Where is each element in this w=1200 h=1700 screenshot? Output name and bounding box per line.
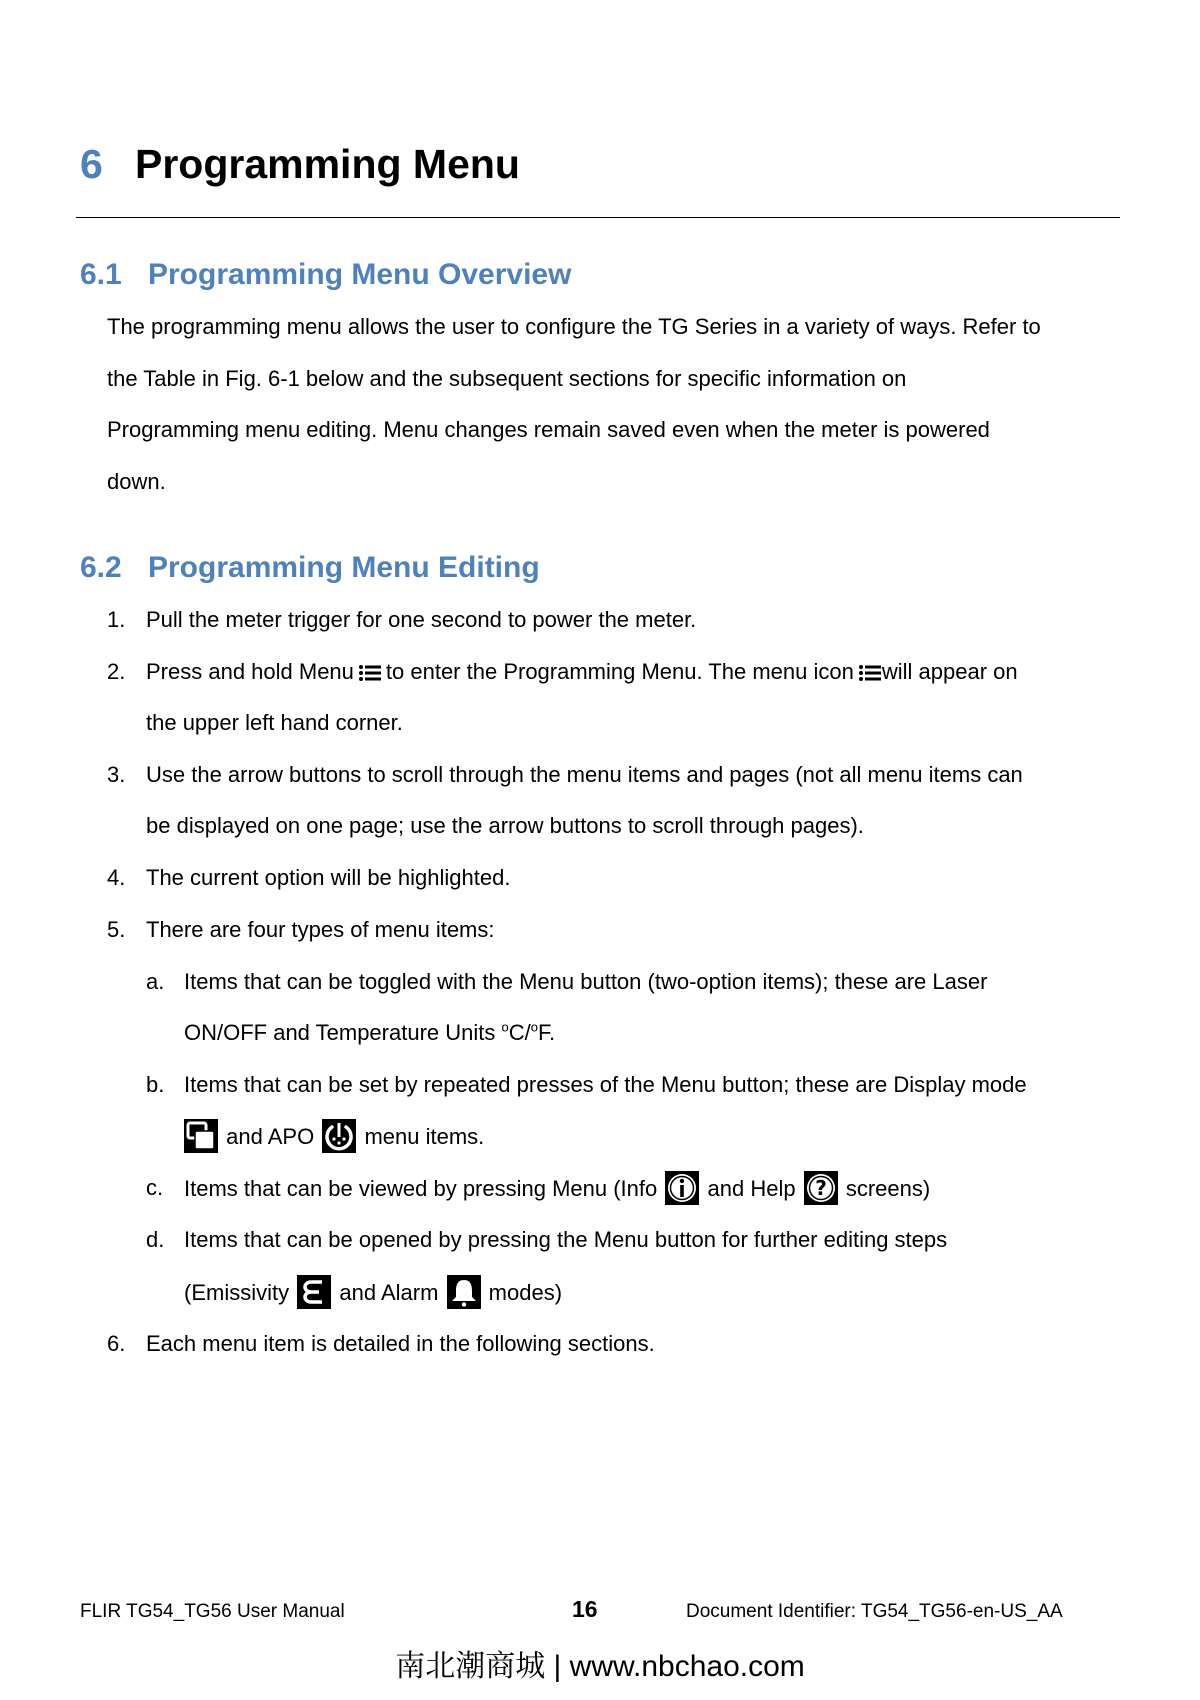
sub-list-text: Items that can be set by repeated presses of the Menu button; these are Display mode (184, 1072, 1027, 1097)
text-run: modes) (488, 1279, 563, 1305)
sub-list-text: Items that can be toggled with the Menu button (two-option items); these are Laser (184, 969, 988, 994)
list-text: The current option will be highlighted. (146, 865, 511, 890)
info-icon (665, 1171, 699, 1205)
chapter-heading (80, 138, 520, 190)
paragraph-line: down. (107, 469, 166, 494)
list-text: There are four types of menu items: (146, 917, 495, 942)
list-number: 5. (107, 917, 126, 942)
text-run: C/ (508, 1020, 531, 1045)
page-number: 16 (572, 1596, 598, 1622)
menu-list-icon (858, 661, 882, 681)
svg-text:?: ? (814, 1176, 827, 1200)
list-text: Pull the meter trigger for one second to power the meter. (146, 607, 697, 632)
list-number: 6. (107, 1331, 126, 1356)
sub-list-text-continued (184, 1018, 555, 1048)
text-run: and Alarm (339, 1279, 439, 1305)
list-text (146, 657, 1018, 687)
list-text-continued: the upper left hand corner. (146, 710, 403, 735)
text-run: Press and hold Menu (146, 659, 354, 684)
paragraph-line: the Table in Fig. 6-1 below and the subsequent sections for specific information on (107, 366, 907, 391)
list-text-continued: be displayed on one page; use the arrow buttons to scroll through pages). (146, 813, 864, 838)
text-run: screens) (845, 1175, 931, 1201)
emissivity-icon (297, 1275, 331, 1309)
help-icon (804, 1171, 838, 1205)
list-text: Use the arrow buttons to scroll through the menu items and pages (not all menu items can (146, 762, 1023, 787)
sub-list-letter: d. (146, 1227, 165, 1252)
watermark: 南北潮商城 | www.nbchao.com (395, 1650, 805, 1683)
alarm-bell-icon (447, 1275, 481, 1309)
text-run: (Emissivity (184, 1279, 290, 1305)
menu-list-icon (358, 661, 382, 681)
degree-mark: o (530, 1019, 538, 1035)
footer-document-identifier: Document Identifier: TG54_TG56-en-US_AA (686, 1601, 1063, 1622)
list-number: 4. (107, 865, 126, 890)
heading-divider (76, 217, 1120, 218)
paragraph-line: Programming menu editing. Menu changes remain saved even when the meter is powered (107, 417, 990, 442)
section-number: 6.2 (80, 551, 122, 584)
text-run: Items that can be viewed by pressing Menu (Info (184, 1175, 658, 1201)
text-run: ON/OFF and Temperature Units (184, 1020, 502, 1045)
chapter-title: Programming Menu (135, 141, 520, 187)
list-number: 3. (107, 762, 126, 787)
apo-power-icon (322, 1119, 356, 1153)
list-number: 1. (107, 607, 126, 632)
text-run: and APO (226, 1123, 315, 1149)
degree-mark: o (501, 1019, 509, 1035)
list-text: Each menu item is detailed in the following sections. (146, 1331, 655, 1356)
section-heading-6-1 (80, 255, 571, 295)
section-number: 6.1 (80, 258, 122, 291)
text-run: and Help (707, 1175, 796, 1201)
list-number: 2. (107, 659, 126, 684)
sub-list-text-continued (184, 1277, 562, 1311)
sub-list-text-continued (184, 1121, 484, 1155)
text-run: menu items. (364, 1123, 485, 1149)
section-heading-6-2 (80, 548, 540, 588)
text-run: to enter the Programming Menu. The menu icon (385, 659, 854, 684)
section-title: Programming Menu Overview (148, 258, 572, 291)
section-title: Programming Menu Editing (148, 551, 540, 584)
footer-manual-title: FLIR TG54_TG56 User Manual (80, 1601, 345, 1622)
sub-list-letter: c. (146, 1175, 164, 1200)
chapter-number: 6 (80, 141, 103, 187)
sub-list-text (184, 1173, 930, 1207)
text-run: F. (537, 1020, 556, 1045)
sub-list-letter: b. (146, 1072, 165, 1097)
paragraph-line: The programming menu allows the user to configure the TG Series in a variety of ways. Refer to (107, 314, 1041, 339)
text-run: will appear on (881, 659, 1018, 684)
sub-list-letter: a. (146, 969, 165, 994)
display-mode-icon (184, 1119, 218, 1153)
sub-list-text: Items that can be opened by pressing the Menu button for further editing steps (184, 1227, 948, 1252)
